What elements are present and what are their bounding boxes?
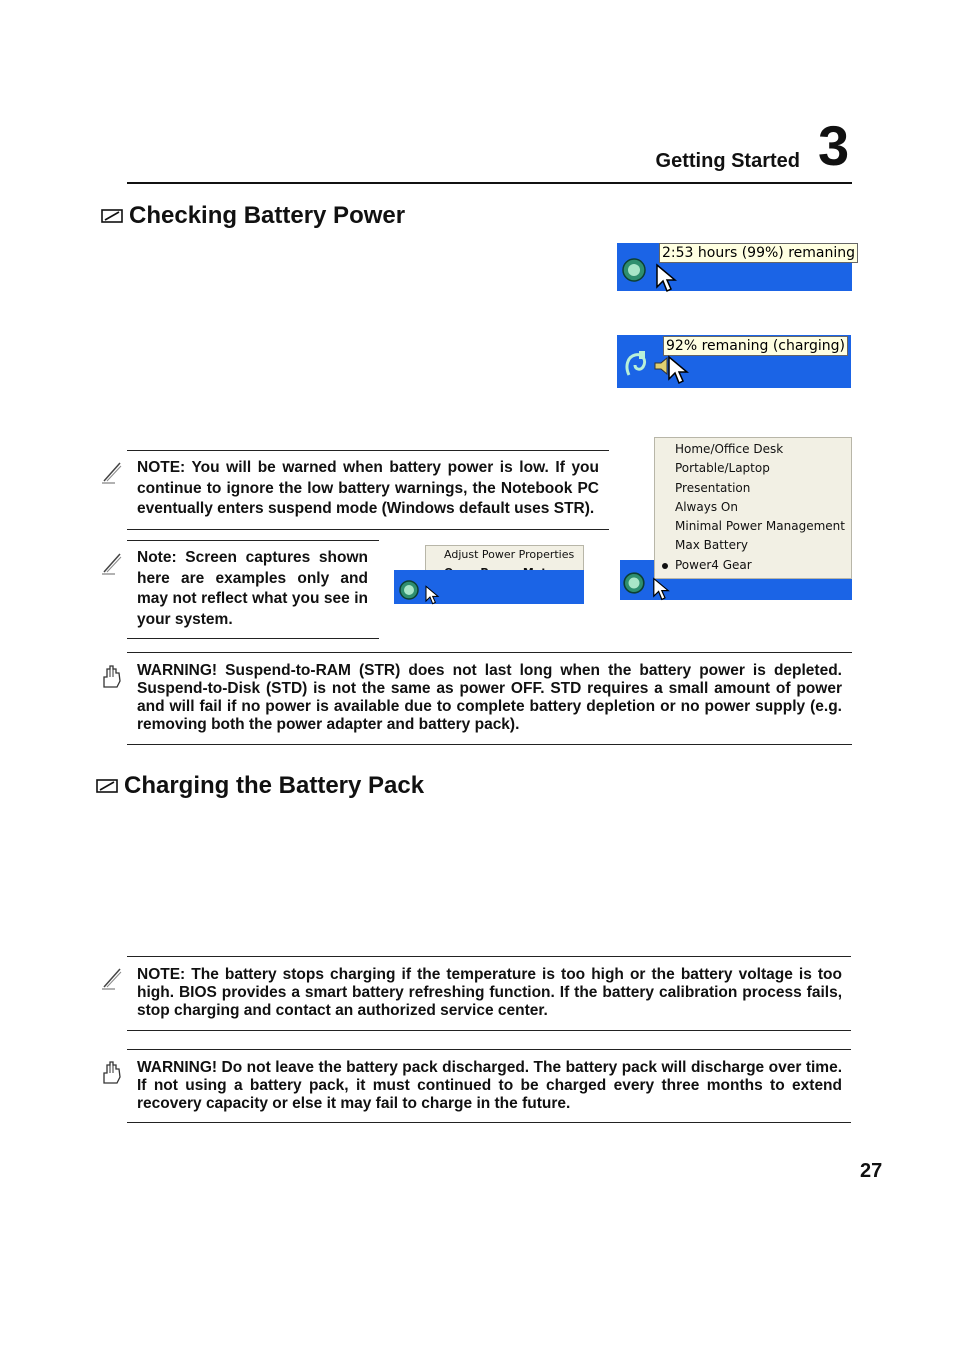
menu-item-power4-gear[interactable] bbox=[655, 556, 851, 575]
pen-icon bbox=[101, 209, 123, 223]
menu-item-max-battery[interactable]: Max Battery bbox=[675, 538, 749, 553]
menu-item-home-office[interactable]: Home/Office Desk bbox=[675, 442, 784, 456]
warning-rule-top bbox=[127, 652, 852, 653]
menu-item-label: Power4 Gear bbox=[675, 557, 752, 572]
menu-item-adjust-power[interactable]: Adjust Power Properties bbox=[444, 548, 575, 561]
note-charging: NOTE: The battery stops charging if the temperature is too high or the battery voltage is too high. BIOS provides a smart battery refreshing function. If the battery calibration process fails, stop charging and contact an authorized service center. bbox=[137, 966, 842, 1019]
warning-hand-icon bbox=[100, 1059, 124, 1085]
power-mode-menu bbox=[654, 437, 852, 579]
mouse-cursor-icon bbox=[652, 577, 670, 601]
battery-tray-icon[interactable] bbox=[621, 257, 647, 283]
note-rule-bottom bbox=[127, 638, 379, 639]
mouse-cursor-icon bbox=[667, 355, 689, 385]
warning-rule-bottom bbox=[127, 1122, 851, 1123]
pencil-icon bbox=[101, 460, 123, 484]
note-rule-bottom bbox=[127, 529, 609, 530]
page-number: 27 bbox=[860, 1160, 883, 1182]
warning-hand-icon bbox=[100, 663, 124, 689]
menu-item-presentation[interactable]: Presentation bbox=[675, 480, 751, 495]
taskbar bbox=[394, 570, 584, 604]
menu-item-always-on[interactable]: Always On bbox=[675, 499, 738, 514]
menu-item-portable-laptop[interactable]: Portable/Laptop bbox=[675, 461, 770, 476]
context-menu-screenshot bbox=[394, 545, 584, 604]
chapter-number: 3 bbox=[818, 114, 850, 177]
header-rule bbox=[127, 182, 852, 184]
battery-tray-icon[interactable] bbox=[398, 579, 420, 601]
battery-tray-icon[interactable] bbox=[622, 571, 646, 595]
mouse-cursor-icon bbox=[424, 585, 440, 605]
taskbar-battery-charging bbox=[617, 335, 851, 388]
taskbar-battery-remaining bbox=[617, 243, 855, 291]
note-rule-top bbox=[127, 540, 379, 541]
note-rule-bottom bbox=[127, 1030, 851, 1031]
chapter-title: Getting Started bbox=[655, 150, 800, 172]
section-title: Charging the Battery Pack bbox=[124, 772, 425, 799]
menu-item-minimal-power[interactable]: Minimal Power Management bbox=[675, 519, 845, 534]
charging-tooltip: 92% remaning (charging) bbox=[663, 336, 848, 356]
note-screen-captures: Note: Screen captures shown here are examples only and may not reflect what you see in your system. bbox=[137, 549, 368, 628]
pencil-icon bbox=[101, 966, 123, 990]
note-rule-top bbox=[127, 956, 851, 957]
section-title: Checking Battery Power bbox=[129, 202, 406, 229]
mouse-cursor-icon bbox=[655, 263, 677, 293]
ac-plug-icon[interactable] bbox=[623, 349, 651, 379]
battery-tooltip: 2:53 hours (99%) remaning bbox=[659, 243, 858, 263]
power-gear-screenshot bbox=[620, 437, 852, 600]
note-rule-top bbox=[127, 450, 609, 451]
radio-selected-icon bbox=[662, 563, 668, 569]
pen-icon bbox=[96, 779, 118, 793]
section-heading-checking bbox=[101, 202, 405, 230]
warning-rule-bottom bbox=[127, 744, 852, 745]
pencil-icon bbox=[101, 551, 123, 575]
warning-rule-top bbox=[127, 1049, 851, 1050]
warning-str: WARNING! Suspend-to-RAM (STR) does not last long when the battery power is depleted. Suspend-to-Disk (STD) is not the same as power OFF. STD requires a small amount of power and will fail if no power is available due to complete battery depletion or no power supply (e.g. removing both the power adapter and battery pack). bbox=[137, 662, 842, 733]
section-heading-charging bbox=[96, 772, 424, 800]
note-low-battery: NOTE: You will be warned when battery power is low. If you continue to ignore the low battery warnings, the Notebook PC eventually enters suspend mode (Windows default uses STR). bbox=[137, 459, 599, 517]
warning-discharge: WARNING! Do not leave the battery pack discharged. The battery pack will discharge over time. If not using a battery pack, it must continued to be charged every three months to extend recovery capacity or else it may fail to charge in the future. bbox=[137, 1059, 842, 1112]
